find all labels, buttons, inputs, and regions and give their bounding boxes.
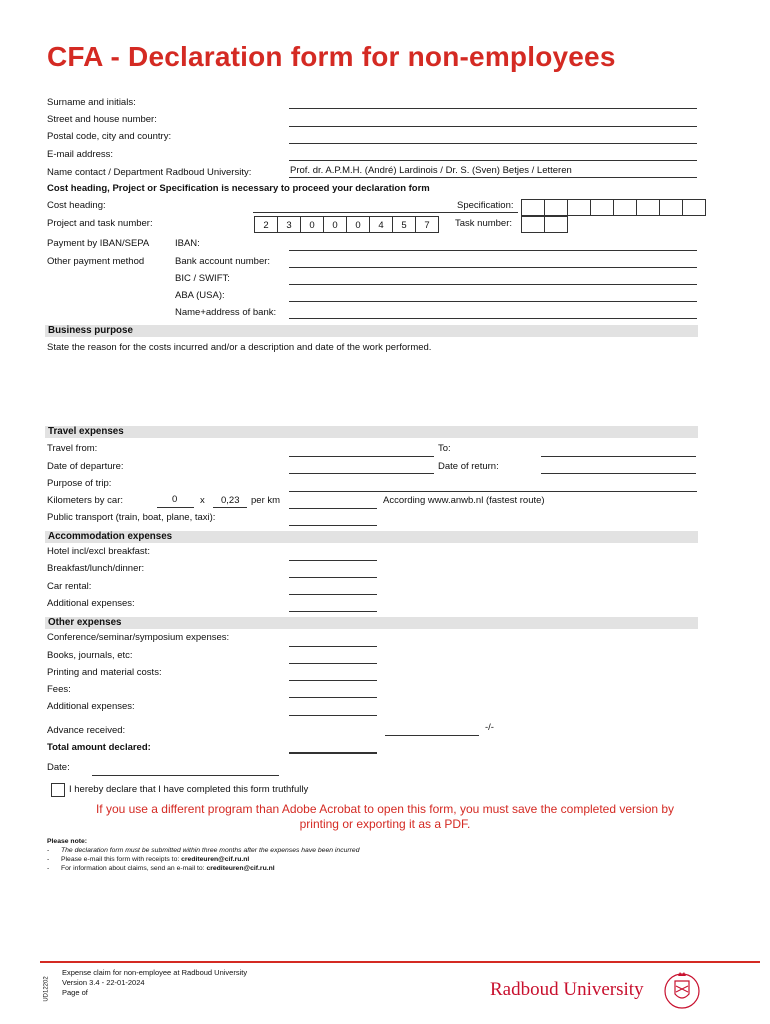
km-rate: 0,23 (221, 495, 240, 506)
per-km-label: per km (251, 495, 281, 506)
project-digit[interactable]: 4 (369, 216, 393, 233)
printing-field[interactable] (289, 680, 377, 681)
business-purpose-field[interactable] (47, 355, 697, 420)
other-additional-field[interactable] (289, 715, 377, 716)
conference-label: Conference/seminar/symposium expenses: (47, 632, 230, 643)
km-field[interactable] (157, 507, 194, 508)
accommodation-band (45, 531, 698, 543)
hotel-label: Hotel incl/excl breakfast: (47, 546, 150, 557)
spec-box[interactable] (521, 199, 545, 216)
car-rental-field[interactable] (289, 594, 377, 595)
km-value[interactable]: 0 (172, 494, 178, 505)
street-label: Street and house number: (47, 114, 157, 125)
cost-note: Cost heading, Project or Specification is necessary to proceed your declaration form (47, 183, 430, 194)
spec-box[interactable] (659, 199, 683, 216)
project-label: Project and task number: (47, 218, 153, 229)
bank-name-field[interactable] (289, 318, 697, 319)
specification-boxes[interactable] (522, 199, 706, 216)
public-transport-label: Public transport (train, boat, plane, taxi): (47, 512, 216, 523)
return-field[interactable] (541, 473, 696, 474)
departure-field[interactable] (289, 473, 434, 474)
books-field[interactable] (289, 663, 377, 664)
note-2 (61, 856, 249, 863)
bank-account-label: Bank account number: (175, 256, 271, 267)
page-title: CFA - Declaration form for non-employees (47, 41, 616, 72)
travel-to-label: To: (438, 443, 451, 454)
fees-label: Fees: (47, 684, 71, 695)
note-3-text: For information about claims, send an e-mail to: (61, 865, 207, 872)
multiply-sign: x (200, 495, 205, 506)
contact-field[interactable] (289, 177, 697, 178)
email-field[interactable] (289, 160, 697, 161)
meals-field[interactable] (289, 577, 377, 578)
note-bullet: - (47, 856, 50, 863)
project-digit[interactable]: 0 (323, 216, 347, 233)
project-digit[interactable]: 3 (277, 216, 301, 233)
public-transport-field[interactable] (289, 525, 377, 526)
project-digit[interactable]: 7 (415, 216, 439, 233)
footer-line-1: Expense claim for non-employee at Radboud University (62, 968, 248, 977)
project-digit[interactable]: 0 (300, 216, 324, 233)
travel-expenses-heading: Travel expenses (48, 426, 124, 437)
project-boxes[interactable] (255, 216, 439, 233)
surname-label: Surname and initials: (47, 97, 136, 108)
radboud-logo-text: Radboud University (490, 979, 644, 1000)
task-box[interactable] (544, 216, 568, 233)
surname-field[interactable] (289, 108, 697, 109)
km-rate-line (213, 507, 247, 508)
footer-divider (40, 961, 760, 963)
note-2-email[interactable]: crediteuren@cif.ru.nl (181, 856, 250, 863)
warning-line-2: printing or exporting it as a PDF. (299, 817, 471, 831)
conference-field[interactable] (289, 646, 377, 647)
business-purpose-heading: Business purpose (48, 325, 133, 336)
books-label: Books, journals, etc: (47, 650, 133, 661)
business-purpose-band (45, 325, 698, 337)
iban-label: IBAN: (175, 238, 200, 249)
car-rental-label: Car rental: (47, 581, 92, 592)
cost-heading-label: Cost heading: (47, 200, 106, 211)
bank-name-label: Name+address of bank: (175, 307, 277, 318)
spec-box[interactable] (613, 199, 637, 216)
advance-label: Advance received: (47, 725, 126, 736)
email-label: E-mail address: (47, 149, 113, 160)
task-number-boxes[interactable] (522, 216, 568, 233)
street-field[interactable] (289, 126, 697, 127)
declaration-label: I hereby declare that I have completed this form truthfully (69, 784, 309, 795)
declaration-checkbox[interactable] (51, 783, 65, 797)
task-number-label: Task number: (455, 218, 513, 229)
note-bullet: - (47, 865, 50, 872)
other-expenses-heading: Other expenses (48, 617, 122, 628)
bank-account-field[interactable] (289, 267, 697, 268)
km-amount-field[interactable] (289, 508, 377, 509)
fees-field[interactable] (289, 697, 377, 698)
postal-label: Postal code, city and country: (47, 131, 172, 142)
warning-line-1: If you use a different program than Adobe Acrobat to open this form, you must save the completed version by (95, 802, 675, 816)
travel-expenses-band (45, 426, 698, 438)
purpose-label: Purpose of trip: (47, 478, 112, 489)
other-payment-label: Other payment method (47, 256, 145, 267)
total-field[interactable] (289, 752, 377, 754)
spec-box[interactable] (544, 199, 568, 216)
note-bullet: - (47, 847, 50, 854)
purpose-field[interactable] (289, 491, 697, 492)
task-box[interactable] (521, 216, 545, 233)
project-digit[interactable]: 5 (392, 216, 416, 233)
date-field[interactable] (92, 775, 279, 776)
aba-label: ABA (USA): (175, 290, 225, 301)
note-3 (61, 865, 275, 872)
iban-field[interactable] (289, 250, 697, 251)
travel-to-field[interactable] (541, 456, 696, 457)
spec-box[interactable] (567, 199, 591, 216)
footer-code: UD12202 (43, 976, 50, 1002)
cost-heading-field[interactable] (253, 212, 518, 213)
travel-from-field[interactable] (289, 456, 434, 457)
footer-line-3: Page of (62, 988, 88, 997)
radboud-seal-icon (662, 964, 702, 1014)
other-expenses-band (45, 617, 698, 629)
total-label: Total amount declared: (47, 742, 151, 753)
spec-box[interactable] (682, 199, 706, 216)
note-2-text: Please e-mail this form with receipts to: (61, 856, 182, 863)
accommodation-additional-field[interactable] (289, 611, 377, 612)
specification-label: Specification: (457, 200, 514, 211)
iban-sepa-label: Payment by IBAN/SEPA (47, 238, 150, 249)
note-1: The declaration form must be submitted within three months after the expenses have been incurred (61, 847, 360, 854)
notes-heading: Please note: (47, 838, 88, 845)
anwb-note: According www.anwb.nl (fastest route) (383, 495, 545, 506)
postal-field[interactable] (289, 143, 697, 144)
return-label: Date of return: (438, 461, 499, 472)
aba-field[interactable] (289, 301, 697, 302)
project-digit[interactable]: 2 (254, 216, 278, 233)
accommodation-heading: Accommodation expenses (48, 531, 173, 542)
project-digit[interactable]: 0 (346, 216, 370, 233)
meals-label: Breakfast/lunch/dinner: (47, 563, 145, 574)
advance-minus: -/- (485, 722, 494, 733)
contact-label: Name contact / Department Radboud University: (47, 167, 252, 178)
advance-field[interactable] (385, 735, 479, 736)
departure-label: Date of departure: (47, 461, 124, 472)
date-label: Date: (47, 762, 70, 773)
bic-field[interactable] (289, 284, 697, 285)
other-additional-label: Additional expenses: (47, 701, 135, 712)
hotel-field[interactable] (289, 560, 377, 561)
footer-line-2: Version 3.4 - 22-01-2024 (62, 978, 145, 987)
bic-label: BIC / SWIFT: (175, 273, 230, 284)
note-3-email[interactable]: crediteuren@cif.ru.nl (206, 865, 275, 872)
km-label: Kilometers by car: (47, 495, 124, 506)
accommodation-additional-label: Additional expenses: (47, 598, 135, 609)
printing-label: Printing and material costs: (47, 667, 162, 678)
spec-box[interactable] (636, 199, 660, 216)
spec-box[interactable] (590, 199, 614, 216)
contact-value[interactable]: Prof. dr. A.P.M.H. (André) Lardinois / Dr. S. (Sven) Betjes / Letteren (290, 165, 572, 176)
travel-from-label: Travel from: (47, 443, 98, 454)
business-purpose-description: State the reason for the costs incurred and/or a description and date of the work performed. (47, 342, 432, 353)
